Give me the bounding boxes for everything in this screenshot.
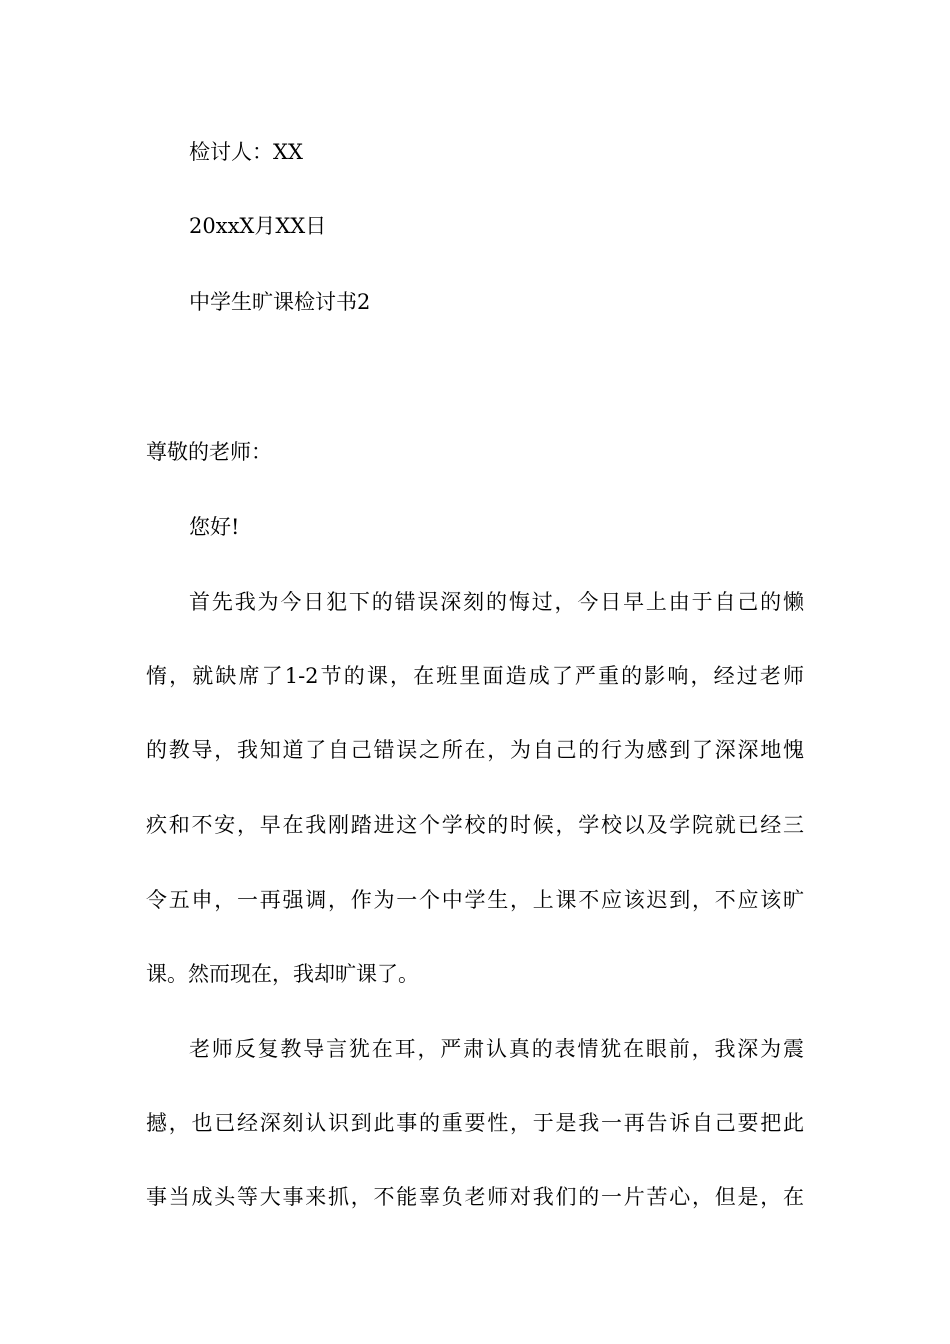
signature-line: 检讨人：XX	[189, 140, 303, 164]
paragraph2-line-2: 撼，也已经深刻认识到此事的重要性，于是我一再告诉自己要把此	[146, 1111, 804, 1135]
salutation: 尊敬的老师：	[146, 440, 272, 464]
paragraph1-line-6: 课。然而现在，我却旷课了。	[146, 962, 419, 986]
paragraph2-line-3: 事当成头等大事来抓，不能辜负老师对我们的一片苦心，但是，在	[146, 1185, 804, 1209]
date-line: 20xxX月XX日	[189, 214, 327, 238]
paragraph1-line-4: 疚和不安，早在我刚踏进这个学校的时候，学校以及学院就已经三	[146, 813, 804, 837]
paragraph1-line-1: 首先我为今日犯下的错误深刻的悔过，今日早上由于自己的懒	[189, 590, 804, 614]
paragraph1-line-2: 惰，就缺席了1-2节的课，在班里面造成了严重的影响，经过老师	[146, 664, 804, 688]
greeting: 您好!	[189, 515, 240, 539]
paragraph2-line-1: 老师反复教导言犹在耳，严肃认真的表情犹在眼前，我深为震	[189, 1037, 804, 1061]
paragraph1-line-5: 令五申，一再强调，作为一个中学生，上课不应该迟到，不应该旷	[146, 888, 804, 912]
section-title: 中学生旷课检讨书2	[189, 290, 371, 314]
paragraph1-line-3: 的教导，我知道了自己错误之所在，为自己的行为感到了深深地愧	[146, 738, 804, 762]
